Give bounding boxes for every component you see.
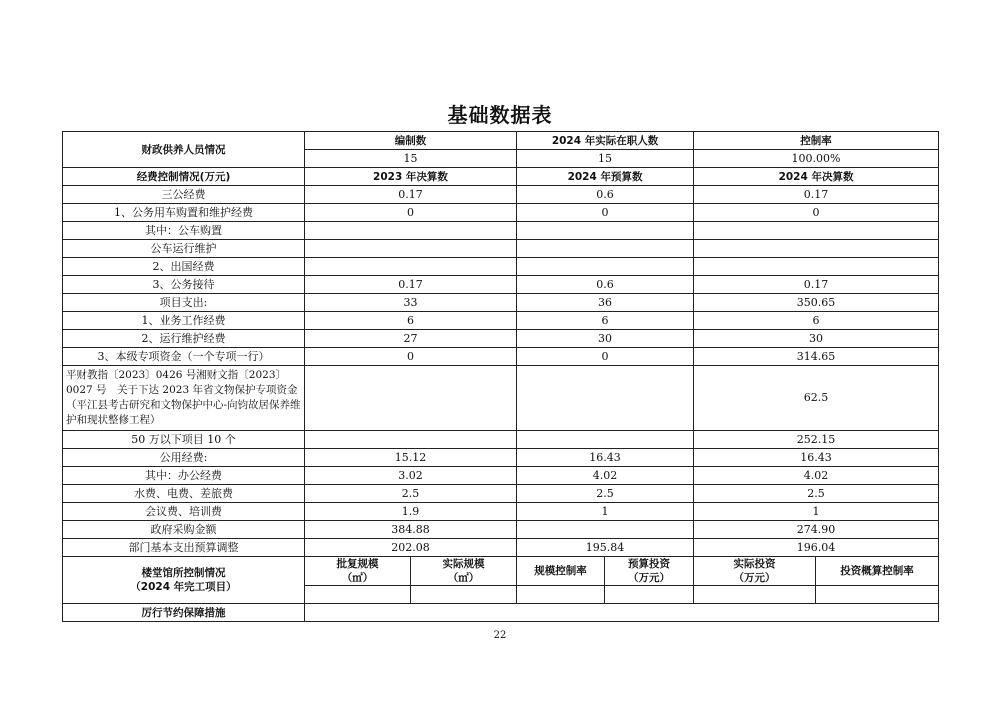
funds-row-value: 252.15 (694, 431, 939, 449)
funds-row-value: 195.84 (517, 539, 694, 557)
funds-row (63, 485, 939, 503)
funds-header-2024-budget: 2024 年预算数 (517, 168, 694, 186)
funds-row-label: 部门基本支出预算调整 (63, 539, 305, 557)
funds-row-value (305, 431, 517, 449)
funds-row (63, 521, 939, 539)
buildings-header-actual-scale (411, 557, 517, 586)
buildings-value-cell (605, 586, 694, 604)
funds-row-label: 项目支出: (63, 294, 305, 312)
funds-row-value: 30 (517, 330, 694, 348)
buildings-value-cell (411, 586, 517, 604)
page-number: 22 (493, 630, 507, 641)
funds-row-label: 公车运行维护 (63, 240, 305, 258)
buildings-section-label (63, 557, 305, 604)
buildings-value-cell (517, 586, 605, 604)
funds-row-label: 2、出国经费 (63, 258, 305, 276)
funds-row-value: 0 (517, 348, 694, 366)
funds-row-value (517, 240, 694, 258)
funds-header-2023-final: 2023 年决算数 (305, 168, 517, 186)
header-line2: （万元） (628, 572, 670, 584)
funds-row-label: 水费、电费、差旅费 (63, 485, 305, 503)
funds-row-label: 其中：办公经费 (63, 467, 305, 485)
funds-section-label: 经费控制情况(万元) (63, 168, 305, 186)
saving-measures-value (305, 604, 939, 622)
buildings-header-row (63, 557, 939, 586)
funds-row-value: 274.90 (694, 521, 939, 539)
funds-row (63, 222, 939, 240)
buildings-label-line2: （2024 年完工项目） (130, 581, 237, 593)
funds-row-label: 公用经费: (63, 449, 305, 467)
funds-row-value (305, 240, 517, 258)
funds-row-value: 0 (305, 348, 517, 366)
funds-row-value: 6 (694, 312, 939, 330)
staff-value-quota: 15 (305, 150, 517, 168)
funds-row-value: 202.08 (305, 539, 517, 557)
staff-header-rate: 控制率 (694, 132, 939, 150)
funds-row-value: 2.5 (305, 485, 517, 503)
funds-row-value: 16.43 (694, 449, 939, 467)
funds-row (63, 348, 939, 366)
funds-row (63, 240, 939, 258)
funds-row-label: 1、公务用车购置和维护经费 (63, 204, 305, 222)
funds-row-value: 1.9 (305, 503, 517, 521)
funds-row-value: 2.5 (694, 485, 939, 503)
header-line2: （㎡） (447, 572, 480, 584)
buildings-header-budget-investment (605, 557, 694, 586)
funds-row (63, 186, 939, 204)
funds-row-value (517, 222, 694, 240)
funds-row-label: 50 万以下项目 10 个 (63, 431, 305, 449)
funds-row-value: 16.43 (517, 449, 694, 467)
staff-value-actual: 15 (517, 150, 694, 168)
buildings-value-cell (305, 586, 411, 604)
funds-row-label: 3、本级专项资金（一个专项一行） (63, 348, 305, 366)
funds-row (63, 204, 939, 222)
funds-row-label: 会议费、培训费 (63, 503, 305, 521)
saving-measures-label: 厉行节约保障措施 (63, 604, 305, 622)
header-line2: （万元） (733, 572, 776, 584)
funds-row (63, 276, 939, 294)
funds-row (63, 312, 939, 330)
funds-row-value: 15.12 (305, 449, 517, 467)
funds-row-value (517, 431, 694, 449)
staff-header-quota: 编制数 (305, 132, 517, 150)
funds-row-value: 27 (305, 330, 517, 348)
funds-row-value: 62.5 (694, 366, 939, 431)
funds-row-label: 1、业务工作经费 (63, 312, 305, 330)
funds-row-value: 3.02 (305, 467, 517, 485)
header-line1: 规模控制率 (534, 565, 587, 577)
funds-row-value (694, 222, 939, 240)
header-line2: （㎡） (341, 572, 374, 584)
funds-row-value: 196.04 (694, 539, 939, 557)
funds-row-value: 0.6 (517, 276, 694, 294)
funds-row-value: 0 (694, 204, 939, 222)
staff-value-rate: 100.00% (694, 150, 939, 168)
funds-row-value (305, 366, 517, 431)
funds-row-value: 0.6 (517, 186, 694, 204)
funds-row (63, 467, 939, 485)
funds-row-value: 2.5 (517, 485, 694, 503)
funds-row-value: 30 (694, 330, 939, 348)
funds-row-value: 314.65 (694, 348, 939, 366)
funds-row-value: 1 (694, 503, 939, 521)
header-line1: 实际投资 (733, 558, 776, 570)
buildings-label-line1: 楼堂馆所控制情况 (141, 567, 226, 579)
funds-row-value: 6 (305, 312, 517, 330)
funds-row-value: 0.17 (305, 186, 517, 204)
funds-row-value (517, 258, 694, 276)
funds-row-value (694, 240, 939, 258)
header-line1: 投资概算控制率 (840, 565, 914, 577)
funds-row-value: 0.17 (694, 276, 939, 294)
buildings-header-investment-control-rate (816, 557, 939, 586)
funds-row-value (517, 366, 694, 431)
basic-data-table (62, 131, 939, 622)
funds-row (63, 294, 939, 312)
buildings-header-actual-investment (694, 557, 816, 586)
funds-row-value: 36 (517, 294, 694, 312)
staff-header-actual: 2024 年实际在职人数 (517, 132, 694, 150)
funds-row-value: 4.02 (694, 467, 939, 485)
funds-row-value: 4.02 (517, 467, 694, 485)
funds-row-value: 1 (517, 503, 694, 521)
buildings-header-approved-scale (305, 557, 411, 586)
funds-row-value: 0.17 (694, 186, 939, 204)
funds-header-2024-final: 2024 年决算数 (694, 168, 939, 186)
funds-row-label: 2、运行维护经费 (63, 330, 305, 348)
staff-header-row (63, 132, 939, 150)
funds-row-label: 3、公务接待 (63, 276, 305, 294)
funds-row-value (305, 222, 517, 240)
funds-row (63, 366, 939, 431)
funds-row-value (517, 521, 694, 539)
funds-row-value (305, 258, 517, 276)
funds-row-value: 384.88 (305, 521, 517, 539)
funds-row-value: 0.17 (305, 276, 517, 294)
funds-row (63, 258, 939, 276)
funds-row-label: 平财教指〔2023〕0426 号湘财文指〔2023〕0027 号 关于下达 2023 年省文物保护专项资金（平江县考古研究和文物保护中心-向钧故居保养维护和现状整修工程） (63, 366, 305, 431)
saving-row (63, 604, 939, 622)
funds-row-label: 政府采购金额 (63, 521, 305, 539)
funds-row-value: 0 (517, 204, 694, 222)
staff-section-label: 财政供养人员情况 (63, 132, 305, 168)
funds-row (63, 539, 939, 557)
funds-row-value: 33 (305, 294, 517, 312)
funds-row (63, 503, 939, 521)
header-line1: 实际规模 (442, 558, 485, 570)
buildings-header-scale-control-rate (517, 557, 605, 586)
funds-row-label: 其中：公车购置 (63, 222, 305, 240)
page-title: 基础数据表 (447, 103, 553, 127)
header-line1: 预算投资 (628, 558, 670, 570)
funds-row-label: 三公经费 (63, 186, 305, 204)
funds-row-value: 350.65 (694, 294, 939, 312)
funds-row-value (694, 258, 939, 276)
funds-row (63, 330, 939, 348)
funds-row-value: 6 (517, 312, 694, 330)
funds-row-value: 0 (305, 204, 517, 222)
buildings-value-cell (816, 586, 939, 604)
buildings-value-cell (694, 586, 816, 604)
funds-row (63, 449, 939, 467)
header-line1: 批复规模 (336, 558, 379, 570)
funds-header-row (63, 168, 939, 186)
funds-row (63, 431, 939, 449)
